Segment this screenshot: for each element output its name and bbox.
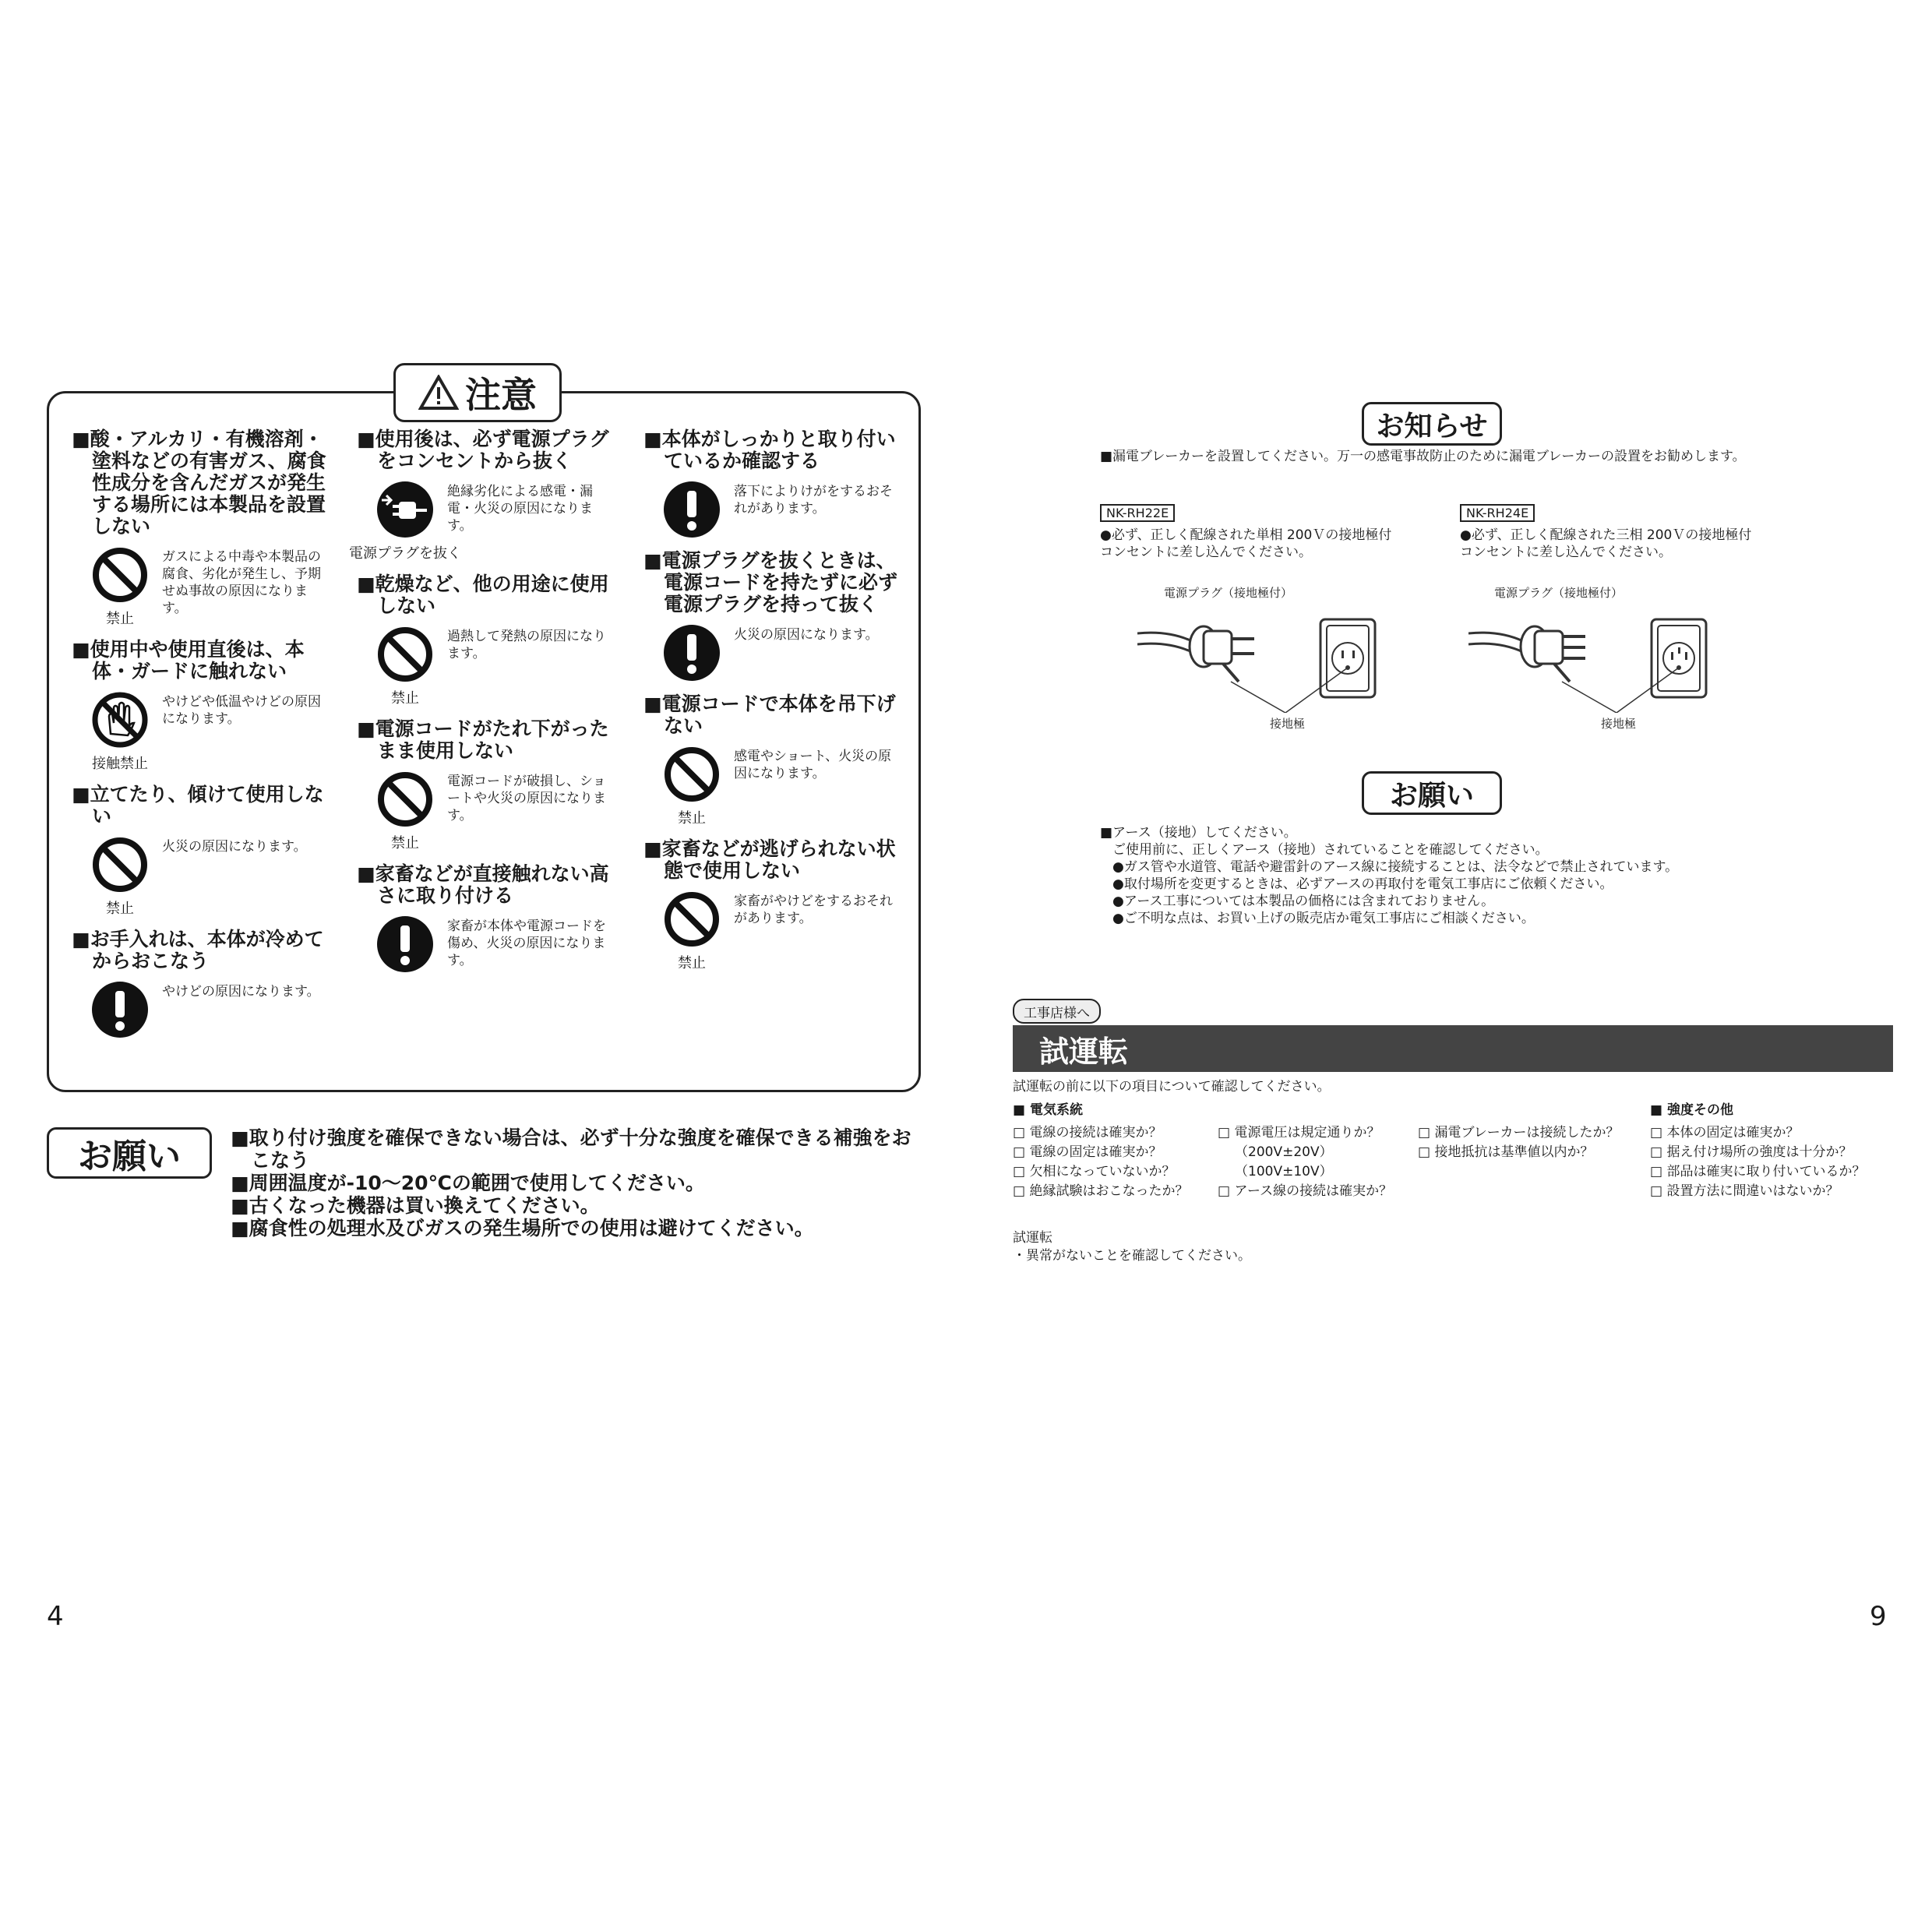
earth-line: ■アース（接地）してください。	[1100, 825, 1297, 841]
earth-instructions	[1100, 824, 1918, 927]
caution-description: ガスによる中毒や本製品の腐食、劣化が発生し、予期せぬ事故の原因になります。	[162, 549, 321, 616]
onegai-item: ■取り付け強度を確保できない場合は、必ず十分な強度を確保できる補強をおこなう	[231, 1126, 911, 1172]
onegai-badge-right: お願い	[1362, 771, 1502, 815]
caution-description: 絶縁劣化による感電・漏電・火災の原因になります。	[447, 484, 593, 534]
caution-detail	[661, 890, 901, 972]
caution-detail	[89, 835, 329, 918]
caution-description: やけどや低温やけどの原因になります。	[162, 694, 321, 727]
icon-label: 接触禁止	[92, 756, 148, 772]
caution-description: 感電やショート、火災の原因になります。	[734, 749, 892, 781]
caution-title	[393, 363, 562, 422]
caution-item	[643, 428, 901, 539]
prohibited-icon	[89, 835, 151, 918]
icon-label: 禁止	[678, 810, 706, 827]
earth-line: ●ガス管や水道管、電話や避雷針のアース線に接続することは、法令などで禁止されています。	[1112, 859, 1679, 875]
check-item: □ 電線の固定は確実か？	[1013, 1144, 1162, 1160]
onegai-item: ■古くなった機器は買い換えてください。	[231, 1194, 600, 1217]
no-touch-icon	[89, 690, 151, 773]
notice-text: ■漏電ブレーカーを設置してください。万一の感電事故防止のために漏電ブレーカーの設置をお勧めします。	[1100, 449, 1746, 464]
caution-description: 電源コードが破損し、ショートや火災の原因になります。	[447, 774, 606, 823]
onegai-item: ■周囲温度が-10～20℃の範囲で使用してください。	[231, 1172, 705, 1194]
caution-detail	[89, 545, 329, 628]
check-list-col4	[1650, 1123, 1865, 1201]
check-item: □ アース線の接続は確実か？	[1218, 1183, 1393, 1199]
caution-heading: ■乾燥など、他の用途に使用しない	[357, 573, 609, 617]
section-title: 試運転	[1013, 1025, 1893, 1072]
model-text-b: ●必ず、正しく配線された三相 200Ｖの接地極付コンセントに差し込んでください。	[1460, 527, 1752, 560]
warning-triangle-icon	[418, 375, 459, 411]
caution-item	[643, 550, 901, 682]
check-item: □ 絶縁試験はおこなったか？	[1013, 1183, 1189, 1199]
caution-column-2	[349, 428, 614, 985]
onegai-list-left	[231, 1126, 916, 1239]
mandatory-icon	[89, 980, 151, 1039]
mandatory-icon	[661, 480, 723, 539]
caution-item	[72, 428, 329, 628]
mandatory-icon	[374, 915, 436, 974]
caution-title-text: 注意	[465, 374, 537, 416]
caution-description: 火災の原因になります。	[162, 839, 307, 855]
caution-item	[72, 784, 329, 918]
icon-label: 禁止	[391, 690, 419, 707]
check-list-col1	[1013, 1123, 1188, 1201]
earth-line: ●ご不明な点は、お買い上げの販売店か電気工事店にご相談ください。	[1112, 911, 1535, 926]
check-item: □ 設置方法に間違いはないか？	[1650, 1183, 1839, 1199]
check-item: □ 部品は確実に取り付いているか？	[1650, 1164, 1866, 1179]
check-item: （100V±10V）	[1235, 1164, 1333, 1179]
icon-label: 禁止	[106, 611, 134, 627]
caution-description: 過熱して発熱の原因になります。	[447, 629, 606, 661]
prohibited-icon	[89, 545, 151, 628]
caution-item	[357, 863, 614, 974]
model-tag-a: NK-RH22E	[1100, 505, 1175, 522]
onegai-item: ■腐食性の処理水及びガスの発生場所での使用は避けてください。	[231, 1217, 814, 1239]
model-tag-b: NK-RH24E	[1460, 505, 1535, 522]
caution-item	[72, 639, 329, 773]
icon-label: 禁止	[678, 955, 706, 971]
unplug-icon	[349, 480, 461, 562]
strength-heading: ■ 強度その他	[1650, 1102, 1733, 1118]
mandatory-icon	[661, 623, 723, 682]
prohibited-icon	[374, 770, 436, 852]
plug-label-a: 電源プラグ（接地極付）	[1164, 586, 1293, 600]
caution-detail	[374, 770, 614, 852]
earth-line: ●取付場所を変更するときは、必ずアースの再取付を電気工事店にご依頼ください。	[1112, 876, 1613, 892]
caution-description: 家畜が本体や電源コードを傷め、火災の原因になります。	[447, 918, 606, 968]
caution-heading: ■家畜などが直接触れない高さに取り付ける	[357, 862, 609, 907]
electric-heading: ■ 電気系統	[1013, 1102, 1083, 1118]
caution-heading: ■使用後は、必ず電源プラグをコンセントから抜く	[357, 428, 609, 472]
caution-item	[357, 718, 614, 852]
caution-heading: ■電源コードがたれ下がったまま使用しない	[357, 717, 609, 762]
check-item: □ 本体の固定は確実か？	[1650, 1125, 1800, 1141]
caution-heading: ■本体がしっかりと取り付いているか確認する	[643, 428, 896, 472]
caution-detail	[349, 480, 614, 562]
earth-line: ●アース工事については本製品の価格には含まれておりません。	[1112, 894, 1495, 909]
caution-column-3	[643, 428, 901, 983]
plug-diagram-b	[1468, 604, 1718, 713]
check-item: □ 据え付け場所の強度は十分か？	[1650, 1144, 1853, 1160]
trial-text: ・異常がないことを確認してください。	[1013, 1248, 1251, 1264]
icon-label: 禁止	[391, 835, 419, 851]
caution-heading: ■立てたり、傾けて使用しない	[72, 783, 324, 827]
check-item: □ 欠相になっていないか？	[1013, 1164, 1176, 1179]
caution-detail	[374, 915, 614, 974]
icon-label: 禁止	[106, 901, 134, 917]
check-item: （200V±20V）	[1235, 1144, 1333, 1160]
caution-item	[643, 693, 901, 827]
caution-column-1	[72, 428, 329, 1050]
ground-label-b: 接地極	[1601, 717, 1637, 731]
check-item: □ 接地抵抗は基準値以内か？	[1418, 1144, 1594, 1160]
caution-description: 火災の原因になります。	[734, 627, 879, 643]
caution-detail	[89, 980, 329, 1039]
caution-detail	[661, 745, 901, 827]
model-text-a: ●必ず、正しく配線された単相 200Ｖの接地極付コンセントに差し込んでください。	[1100, 527, 1392, 560]
caution-heading: ■電源プラグを抜くときは、電源コードを持たずに必ず電源プラグを持って抜く	[643, 549, 898, 615]
page-number-right: 9	[1870, 1601, 1887, 1632]
trial-heading: 試運転	[1013, 1230, 1052, 1246]
caution-heading: ■使用中や使用直後は、本体・ガードに触れない	[72, 638, 305, 682]
icon-label: 電源プラグを抜く	[349, 545, 461, 562]
check-item: □ 電源電圧は規定通りか？	[1218, 1125, 1380, 1141]
plug-diagram-a	[1137, 604, 1387, 713]
prohibited-icon	[661, 745, 723, 827]
caution-item	[349, 428, 614, 562]
check-item: □ 漏電ブレーカーは接続したか？	[1418, 1125, 1620, 1141]
caution-description: やけどの原因になります。	[162, 984, 320, 999]
check-list-col3	[1418, 1123, 1619, 1162]
earth-line: ご使用前に、正しくアース（接地）されていることを確認してください。	[1112, 842, 1549, 858]
test-intro: 試運転の前に以下の項目について確認してください。	[1013, 1079, 1331, 1095]
ground-label-a: 接地極	[1270, 717, 1306, 731]
caution-description: 家畜がやけどをするおそれがあります。	[734, 894, 893, 926]
plug-label-b: 電源プラグ（接地極付）	[1494, 586, 1624, 600]
notice-badge: お知らせ	[1362, 402, 1502, 446]
caution-detail	[89, 690, 329, 773]
caution-item	[357, 573, 614, 707]
caution-item	[72, 929, 329, 1039]
onegai-badge-left: お願い	[47, 1127, 212, 1179]
check-item: □ 電線の接続は確実か？	[1013, 1125, 1162, 1141]
caution-item	[643, 838, 901, 972]
caution-heading: ■電源コードで本体を吊下げない	[643, 693, 896, 737]
caution-heading: ■お手入れは、本体が冷めてからおこなう	[72, 928, 324, 972]
caution-detail	[661, 623, 901, 682]
section-tag: 工事店様へ	[1013, 999, 1101, 1024]
caution-detail	[661, 480, 901, 539]
caution-heading: ■酸・アルカリ・有機溶剤・塗料などの有害ガス、腐食性成分を含んだガスが発生する場所には本製品を設置しない	[72, 428, 326, 538]
check-list-col2	[1218, 1123, 1392, 1201]
caution-detail	[374, 625, 614, 707]
caution-description: 落下によりけがをするおそれがあります。	[734, 484, 893, 516]
caution-heading: ■家畜などが逃げられない状態で使用しない	[643, 837, 896, 882]
prohibited-icon	[661, 890, 723, 972]
page-number-left: 4	[47, 1601, 64, 1632]
prohibited-icon	[374, 625, 436, 707]
